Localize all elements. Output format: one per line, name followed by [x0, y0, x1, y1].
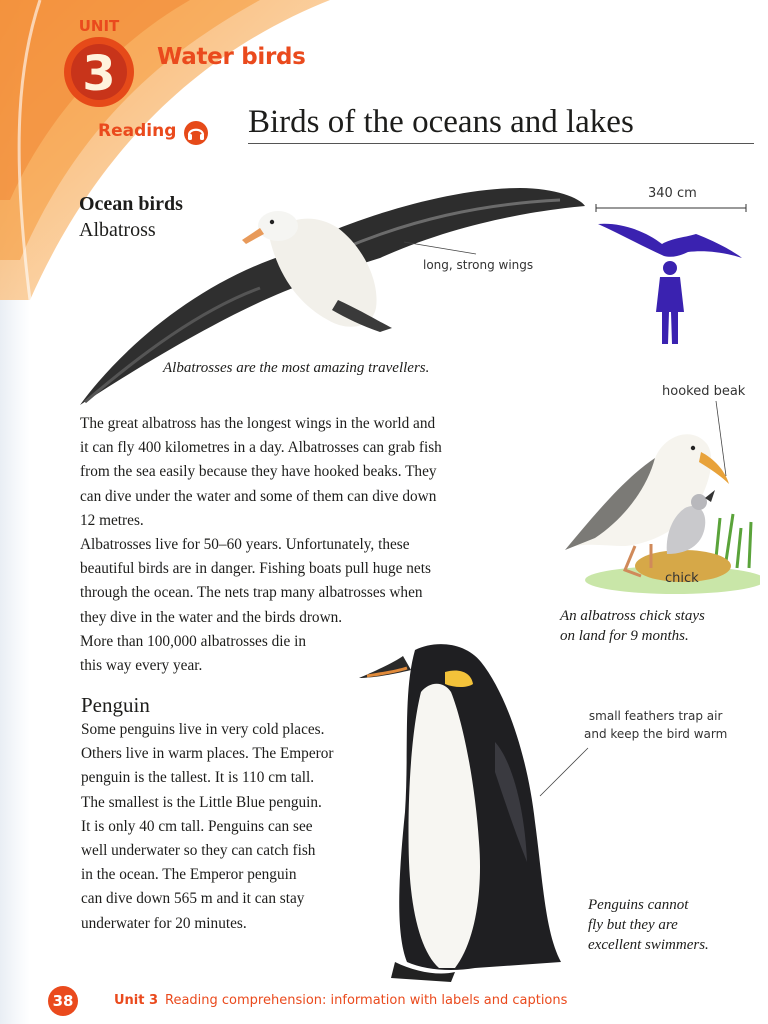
footer-description: Reading comprehension: information with labels and captions: [165, 993, 568, 1008]
caption-albatross-chick: An albatross chick stays on land for 9 months.: [560, 608, 705, 644]
label-hooked-beak: hooked beak: [662, 384, 746, 399]
unit-word: UNIT: [78, 17, 120, 35]
title-underline: [248, 143, 754, 144]
footer-unit-label: Unit 3: [114, 993, 159, 1008]
subheading-albatross: Albatross: [79, 219, 156, 241]
caption-penguins-swimmers: Penguins cannot fly but they are excellent swimmers.: [588, 897, 709, 953]
label-small-feathers: small feathers trap air and keep the bird warm: [584, 709, 728, 741]
unit-badge: [60, 14, 138, 110]
emperor-penguin-illustration: [355, 632, 590, 982]
albatross-with-chick-illustration: [555, 418, 760, 598]
label-chick: chick: [665, 571, 699, 586]
penguin-body-text: Some penguins live in very cold places. Others live in warm places. The Emperor penguin is the tallest. It is 110 cm tall. The smallest is the Little Blue penguin. It is only 40 cm tall. Penguins can see well underwater so they can catch fish in the ocean. The Emperor penguin can dive down 565 m and it can stay underwater for 20 minutes.: [81, 721, 334, 932]
label-wingspan: 340 cm: [648, 186, 697, 201]
wingspan-comparison-figure: [592, 182, 752, 348]
caption-albatross-travellers: Albatrosses are the most amazing travellers.: [163, 360, 430, 376]
section-heading-penguin: Penguin: [81, 693, 150, 717]
headphones-icon[interactable]: [183, 120, 209, 146]
section-heading-ocean-birds: Ocean birds: [79, 193, 183, 215]
page-number: 38: [48, 986, 78, 1016]
albatross-body-text: The great albatross has the longest wings in the world and it can fly 400 kilometres in a day. Albatrosses can grab fish from the sea easily because they have hooked beaks. They can dive under the water and some of them can dive down 12 metres. Albatrosses live for 50–60 years. Unfortunately, these beautiful birds are in danger. Fishing boats pull huge nets through the ocean. The nets trap many albatrosses when they dive in the water and the birds drown. More than 100,000 albatrosses die in this way every year.: [80, 415, 442, 675]
label-long-strong-wings: long, strong wings: [423, 258, 534, 272]
unit-title: Water birds: [157, 44, 306, 70]
reading-label: Reading: [98, 121, 177, 141]
page-title: Birds of the oceans and lakes: [248, 104, 634, 140]
unit-number: 3: [82, 46, 116, 102]
